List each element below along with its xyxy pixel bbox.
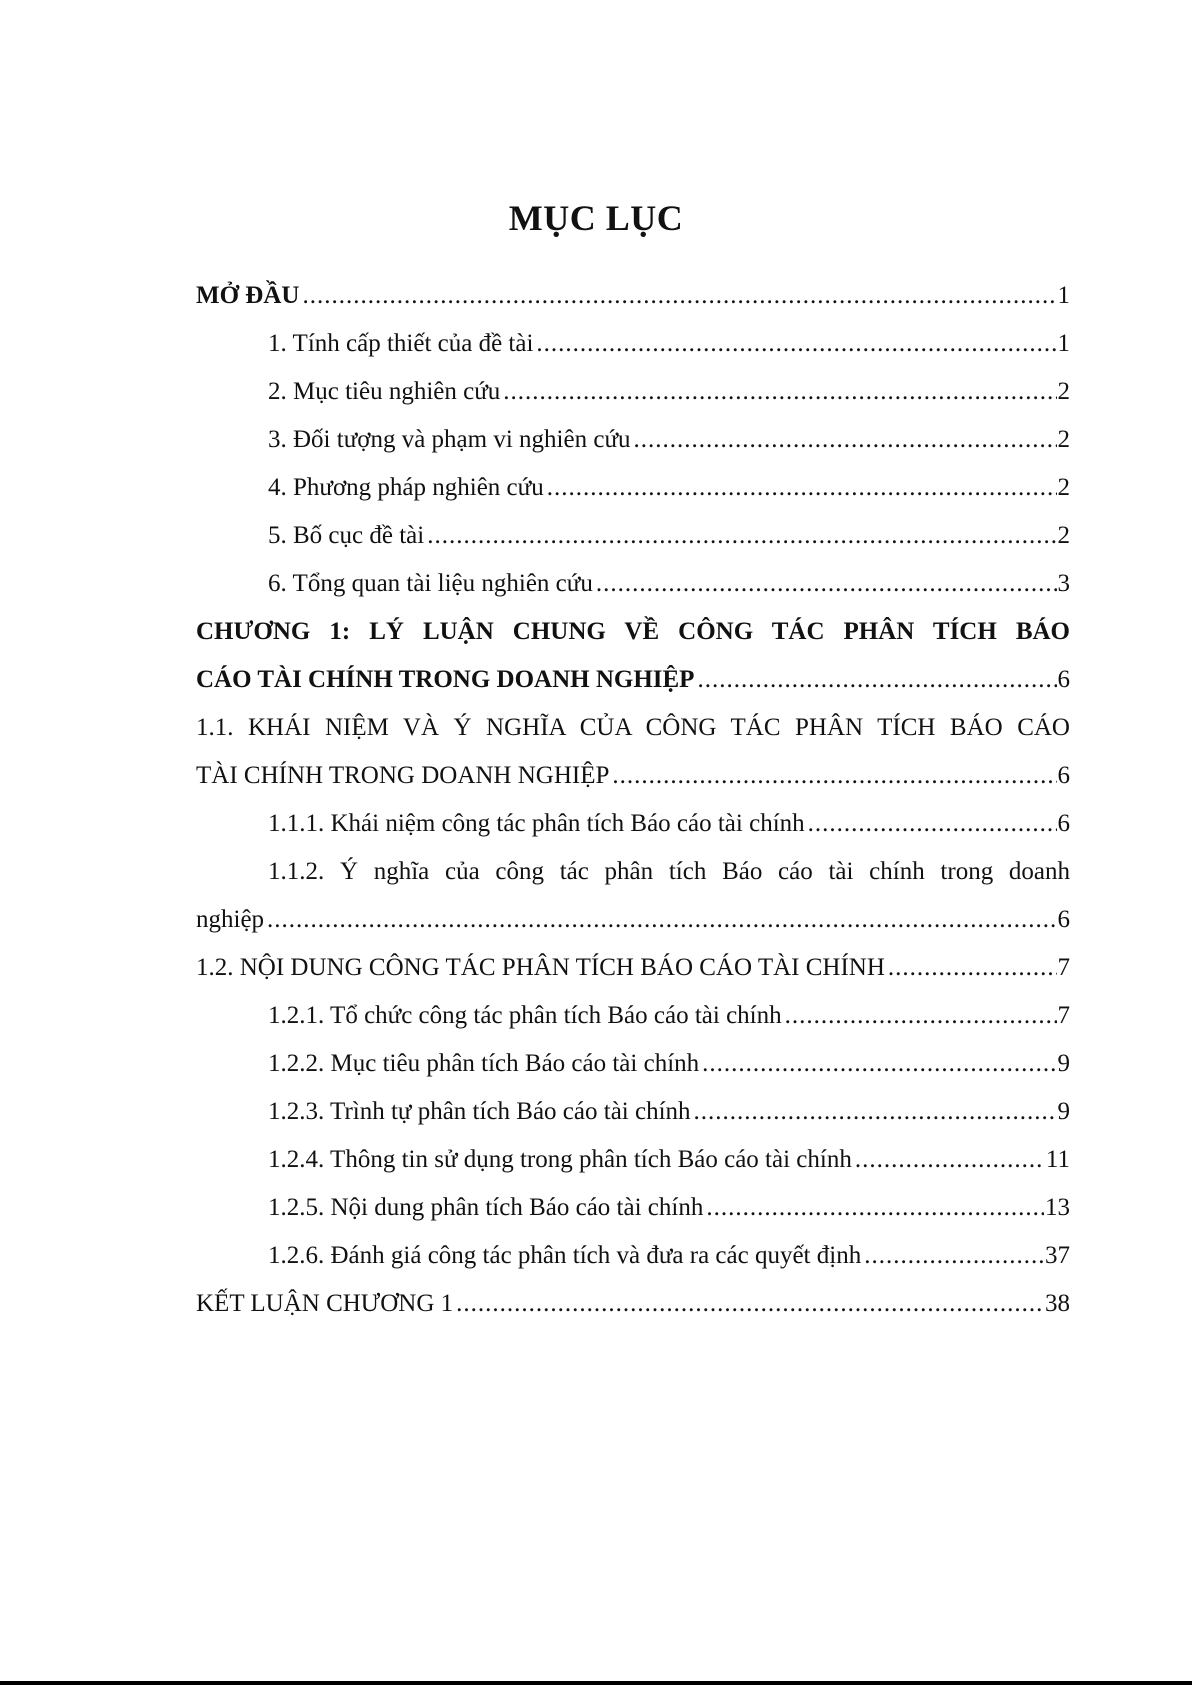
toc-entry-1-2-2[interactable] <box>196 1040 1070 1088</box>
dot-leader <box>702 1040 1056 1088</box>
toc-page-number: 7 <box>1057 954 1070 981</box>
toc-entry-1-2[interactable] <box>196 944 1070 992</box>
toc-entry-5[interactable] <box>196 512 1070 560</box>
toc-entry-text: 1.2.2. Mục tiêu phân tích Báo cáo tài chính <box>268 1050 700 1077</box>
toc-entry-4[interactable] <box>196 464 1070 512</box>
toc-page-number: 2 <box>1057 522 1070 549</box>
toc-page-number: 1 <box>1057 330 1070 357</box>
toc-entry-1-1-1[interactable] <box>196 800 1070 848</box>
toc-entry-1-2-3[interactable] <box>196 1088 1070 1136</box>
toc-page-number: 6 <box>1057 906 1070 933</box>
toc-entry-text: KẾT LUẬN CHƯƠNG 1 <box>196 1290 454 1317</box>
toc-page-number: 6 <box>1057 762 1070 789</box>
dot-leader <box>427 512 1056 560</box>
dot-leader <box>503 368 1056 416</box>
toc-entry-text: TÀI CHÍNH TRONG DOANH NGHIỆP <box>196 762 610 789</box>
toc-entry-text: 1.1.1. Khái niệm công tác phân tích Báo cáo tài chính <box>268 810 805 837</box>
toc-entry-text: nghiệp <box>196 906 265 933</box>
dot-leader <box>302 272 1056 320</box>
toc-entry-1-2-6[interactable] <box>196 1232 1070 1280</box>
dot-leader <box>694 1088 1057 1136</box>
page-bottom-border <box>0 1681 1192 1685</box>
dot-leader <box>634 416 1057 464</box>
dot-leader <box>785 992 1057 1040</box>
dot-leader <box>855 1136 1045 1184</box>
toc-entry-mo-dau[interactable] <box>196 272 1070 320</box>
toc-page-number: 38 <box>1045 1290 1070 1317</box>
dot-leader <box>547 464 1057 512</box>
toc-entry-ket-luan-chuong-1[interactable] <box>196 1280 1070 1328</box>
toc-entry-1-1-2-line-1[interactable]: 1.1.2. Ý nghĩa của công tác phân tích Báo cáo tài chính trong doanh <box>268 858 1070 885</box>
toc-entry-1-1-line-2[interactable] <box>196 752 1070 800</box>
toc-entry-text: 1.2.5. Nội dung phân tích Báo cáo tài chính <box>268 1194 704 1221</box>
toc-title: MỤC LỤC <box>508 198 684 238</box>
toc-entry-chapter-1-line-2[interactable] <box>196 656 1070 704</box>
toc-entry-text: 4. Phương pháp nghiên cứu <box>268 474 544 501</box>
toc-entry-1[interactable] <box>196 320 1070 368</box>
toc-page-number: 6 <box>1057 666 1070 693</box>
toc-page-number: 7 <box>1057 1002 1070 1029</box>
dot-leader <box>697 656 1056 704</box>
toc-entry-1-1-line-1[interactable]: 1.1. KHÁI NIỆM VÀ Ý NGHĨA CỦA CÔNG TÁC PHÂN TÍCH BÁO CÁO <box>196 714 1070 741</box>
dot-leader <box>706 1184 1044 1232</box>
toc-entry-text: 5. Bố cục đề tài <box>268 522 425 549</box>
toc-entry-text: 3. Đối tượng và phạm vi nghiên cứu <box>268 426 631 453</box>
toc-entry-text: 1.2. NỘI DUNG CÔNG TÁC PHÂN TÍCH BÁO CÁO TÀI CHÍNH <box>196 954 885 981</box>
toc-page-number: 37 <box>1045 1242 1070 1269</box>
toc-entry-1-2-1[interactable] <box>196 992 1070 1040</box>
dot-leader <box>808 800 1057 848</box>
toc-page-number: 9 <box>1057 1098 1070 1125</box>
dot-leader <box>612 752 1056 800</box>
toc-entry-2[interactable] <box>196 368 1070 416</box>
toc-entry-text: 6. Tổng quan tài liệu nghiên cứu <box>268 570 593 597</box>
toc-page-number: 9 <box>1057 1050 1070 1077</box>
dot-leader <box>888 944 1057 992</box>
toc-entry-text: 1.2.3. Trình tự phân tích Báo cáo tài chính <box>268 1098 691 1125</box>
toc-page-number: 13 <box>1045 1194 1070 1221</box>
dot-leader <box>456 1280 1044 1328</box>
toc-page-number: 6 <box>1057 810 1070 837</box>
toc-page-number: 3 <box>1057 570 1070 597</box>
toc-page-number: 2 <box>1057 426 1070 453</box>
toc-page-number: 2 <box>1057 474 1070 501</box>
dot-leader <box>536 320 1056 368</box>
toc-entry-6[interactable] <box>196 560 1070 608</box>
toc-entry-chapter-1-line-1[interactable]: CHƯƠNG 1: LÝ LUẬN CHUNG VỀ CÔNG TÁC PHÂN TÍCH BÁO <box>196 618 1070 645</box>
toc-entry-text: 1.2.6. Đánh giá công tác phân tích và đưa ra các quyết định <box>268 1242 862 1269</box>
toc-entry-3[interactable] <box>196 416 1070 464</box>
toc-entry-1-2-4[interactable] <box>196 1136 1070 1184</box>
toc-entry-text: 1.2.4. Thông tin sử dụng trong phân tích Báo cáo tài chính <box>268 1146 852 1173</box>
toc-entry-text: CÁO TÀI CHÍNH TRONG DOANH NGHIỆP <box>196 666 695 693</box>
table-of-contents <box>196 272 1070 1328</box>
dot-leader <box>267 896 1056 944</box>
toc-page-number: 2 <box>1057 378 1070 405</box>
toc-entry-text: 2. Mục tiêu nghiên cứu <box>268 378 501 405</box>
dot-leader <box>596 560 1057 608</box>
toc-entry-text: MỞ ĐẦU <box>196 282 300 309</box>
dot-leader <box>864 1232 1044 1280</box>
toc-entry-text: 1. Tính cấp thiết của đề tài <box>268 330 534 357</box>
toc-entry-1-1-2-line-2[interactable] <box>196 896 1070 944</box>
toc-page-number: 11 <box>1045 1146 1070 1173</box>
toc-page-number: 1 <box>1057 282 1070 309</box>
toc-entry-1-2-5[interactable] <box>196 1184 1070 1232</box>
toc-entry-text: 1.2.1. Tổ chức công tác phân tích Báo cáo tài chính <box>268 1002 782 1029</box>
